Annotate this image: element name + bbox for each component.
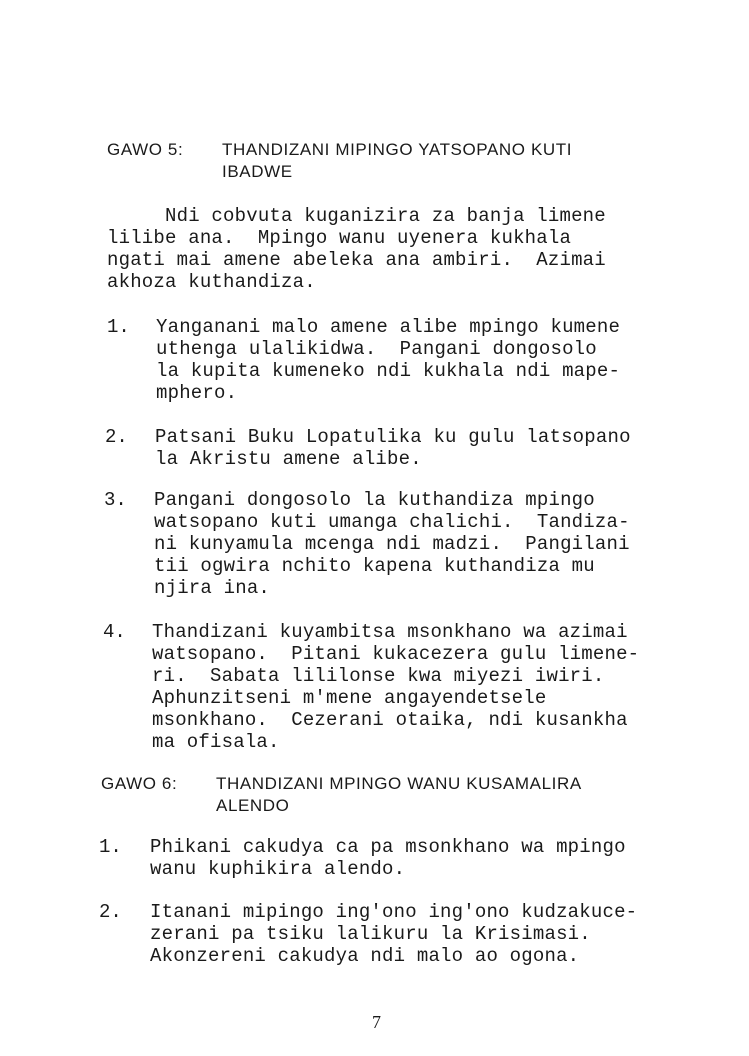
item-number: 2. xyxy=(105,426,128,448)
section-6-title xyxy=(216,773,582,817)
section-5-label: GAWO 5: xyxy=(107,140,184,159)
section-5-heading xyxy=(107,139,572,183)
item-number: 2. xyxy=(99,901,122,923)
item-text: Yanganani malo amene alibe mpingo kumene uthenga ulalikidwa. Pangani dongosolo la kupita kumeneko ndi kukhala ndi mape- mphero. xyxy=(156,316,621,404)
section-6-title-line-1: THANDIZANI MPINGO WANU KUSAMALIRA xyxy=(216,774,582,793)
item-number: 4. xyxy=(103,621,126,643)
item-number: 1. xyxy=(99,836,122,858)
item-text: Itanani mipingo ing'ono ing'ono kudzakuce- zerani pa tsiku lalikuru la Krisimasi. Akonzereni cakudya ndi malo ao ogona. xyxy=(150,901,638,967)
item-text: Thandizani kuyambitsa msonkhano wa azimai watsopano. Pitani kukacezera gulu limene- ri. Sabata lililonse kwa miyezi iwiri. Aphunzitseni m'mene angayendetsele msonkhano. Cezerani otaika, ndi kusankha ma ofisala. xyxy=(152,621,640,753)
section-5-title-line-1: THANDIZANI MIPINGO YATSOPANO KUTI xyxy=(222,140,573,159)
page-number: 7 xyxy=(372,1012,381,1032)
item-number: 1. xyxy=(107,316,130,338)
section-5-title xyxy=(222,139,572,183)
item-number: 3. xyxy=(104,489,127,511)
section-6-title-line-2: ALENDO xyxy=(216,796,290,815)
item-text: Phikani cakudya ca pa msonkhano wa mpingo wanu kuphikira alendo. xyxy=(150,836,626,880)
section-6-label: GAWO 6: xyxy=(101,774,178,793)
item-text: Patsani Buku Lopatulika ku gulu latsopano la Akristu amene alibe. xyxy=(155,426,631,470)
item-text: Pangani dongosolo la kuthandiza mpingo watsopano kuti umanga chalichi. Tandiza- ni kunyamula mcenga ndi madzi. Pangilani tii ogwira nchito kapena kuthandiza mu njira ina. xyxy=(154,489,630,599)
section-5-title-line-2: IBADWE xyxy=(222,162,293,181)
section-6-heading xyxy=(101,773,582,817)
section-5-intro: Ndi cobvuta kuganizira za banja limene lilibe ana. Mpingo wanu uyenera kukhala ngati mai amene abeleka ana ambiri. Azimai akhoza kuthandiza. xyxy=(107,205,606,293)
